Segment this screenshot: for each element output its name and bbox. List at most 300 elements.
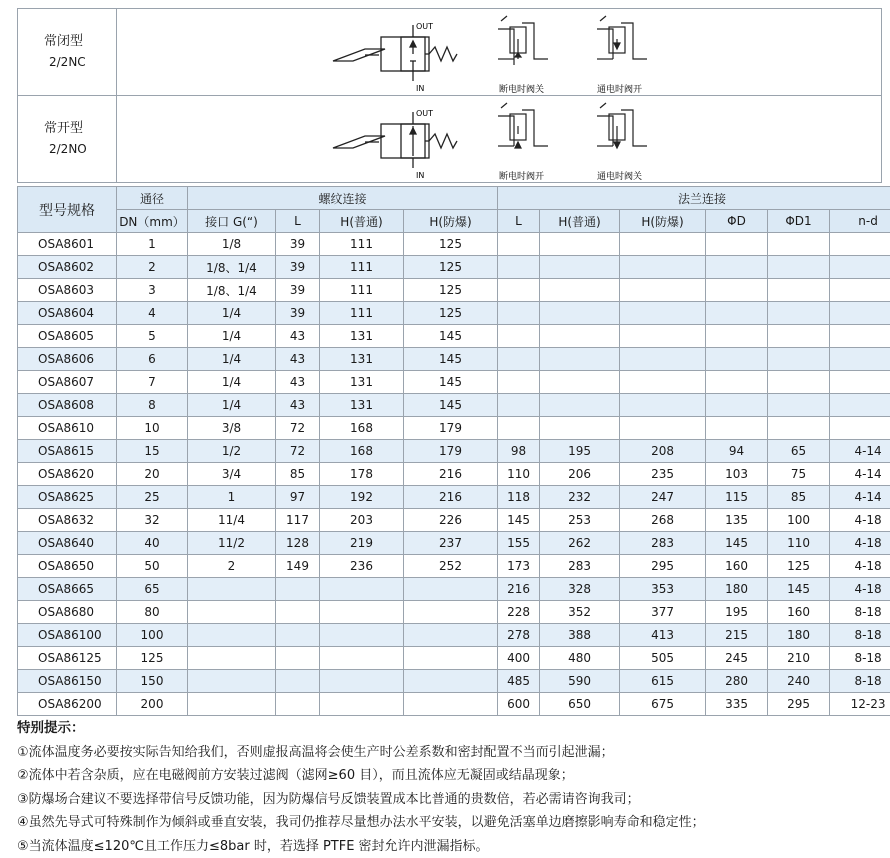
cell-flange-h-std	[540, 256, 620, 279]
cell-dn: 6	[117, 348, 188, 371]
valve-type-table	[17, 8, 882, 183]
cell-flange-l: 98	[498, 440, 540, 463]
cell-n-d: 8-18	[830, 647, 890, 670]
cell-h-std: 111	[320, 279, 404, 302]
cell-port	[188, 693, 276, 716]
cell-h-std	[320, 624, 404, 647]
cell-dn: 125	[117, 647, 188, 670]
cell-phi-d1	[768, 348, 830, 371]
cell-flange-h-ex: 283	[620, 532, 706, 555]
nc-type-code: 2/2NC	[44, 52, 116, 72]
table-row	[18, 440, 890, 463]
nc-out-label: OUT	[416, 22, 433, 31]
cell-phi-d: 135	[706, 509, 768, 532]
cell-n-d	[830, 233, 890, 256]
cell-phi-d: 145	[706, 532, 768, 555]
cell-flange-l: 145	[498, 509, 540, 532]
cell-flange-h-std: 206	[540, 463, 620, 486]
table-row	[18, 463, 890, 486]
nc-label-cell	[18, 9, 117, 96]
cell-h-ex: 125	[404, 279, 498, 302]
cell-l: 43	[276, 348, 320, 371]
cell-flange-h-std	[540, 394, 620, 417]
cell-flange-h-ex: 615	[620, 670, 706, 693]
cell-flange-h-std	[540, 371, 620, 394]
cell-h-ex: 125	[404, 302, 498, 325]
cell-flange-h-std	[540, 417, 620, 440]
cell-h-std: 131	[320, 325, 404, 348]
notes	[17, 717, 705, 858]
table-row	[18, 647, 890, 670]
nc-state-on-label: 通电时阀开	[597, 83, 642, 95]
note-item: ③防爆场合建议不要选择带信号反馈功能，因为防爆信号反馈装置成本比普通的贵数倍，若必需请咨询我司；	[17, 788, 705, 812]
cell-h-ex: 237	[404, 532, 498, 555]
cell-n-d: 12-23	[830, 693, 890, 716]
cell-flange-h-ex: 295	[620, 555, 706, 578]
table-row	[18, 693, 890, 716]
table-row	[18, 279, 890, 302]
cell-l: 39	[276, 256, 320, 279]
cell-flange-l	[498, 325, 540, 348]
cell-h-std: 168	[320, 440, 404, 463]
cell-n-d: 4-14	[830, 486, 890, 509]
cell-l	[276, 670, 320, 693]
cell-l: 72	[276, 440, 320, 463]
cell-flange-l: 216	[498, 578, 540, 601]
cell-dn: 200	[117, 693, 188, 716]
cell-dn: 4	[117, 302, 188, 325]
cell-phi-d1: 125	[768, 555, 830, 578]
cell-n-d	[830, 348, 890, 371]
spec-table-body	[18, 233, 890, 716]
cell-n-d: 4-18	[830, 532, 890, 555]
cell-phi-d1: 240	[768, 670, 830, 693]
cell-l: 39	[276, 279, 320, 302]
table-row	[18, 601, 890, 624]
cell-port: 1/4	[188, 348, 276, 371]
cell-phi-d	[706, 348, 768, 371]
cell-h-std: 131	[320, 394, 404, 417]
cell-flange-h-std: 253	[540, 509, 620, 532]
cell-model: OSA8605	[18, 325, 117, 348]
cell-model: OSA8625	[18, 486, 117, 509]
cell-phi-d: 180	[706, 578, 768, 601]
cell-h-ex: 226	[404, 509, 498, 532]
header-model: 型号规格	[18, 187, 117, 233]
notes-title: 特别提示：	[17, 717, 705, 741]
cell-n-d	[830, 325, 890, 348]
cell-phi-d1	[768, 325, 830, 348]
cell-dn: 10	[117, 417, 188, 440]
cell-dn: 80	[117, 601, 188, 624]
nc-in-label: IN	[416, 84, 424, 93]
cell-h-std: 131	[320, 371, 404, 394]
cell-l: 43	[276, 371, 320, 394]
cell-phi-d1	[768, 233, 830, 256]
table-row	[18, 302, 890, 325]
table-row	[18, 233, 890, 256]
cell-h-ex: 216	[404, 463, 498, 486]
cell-dn: 5	[117, 325, 188, 348]
cell-model: OSA8640	[18, 532, 117, 555]
cell-flange-l	[498, 371, 540, 394]
nc-state-off-figure	[498, 16, 548, 65]
cell-n-d	[830, 371, 890, 394]
cell-phi-d1	[768, 302, 830, 325]
cell-port: 1/4	[188, 302, 276, 325]
cell-phi-d	[706, 302, 768, 325]
cell-phi-d1: 85	[768, 486, 830, 509]
cell-flange-h-std: 328	[540, 578, 620, 601]
header-phi-d1: ΦD1	[768, 210, 830, 233]
table-row	[18, 578, 890, 601]
cell-phi-d1: 295	[768, 693, 830, 716]
note-item: ④虽然先导式可特殊制作为倾斜或垂直安装，我司仍推荐尽量想办法水平安装，以避免活塞单边磨擦影响寿命和稳定性；	[17, 811, 705, 835]
cell-dn: 150	[117, 670, 188, 693]
cell-model: OSA8680	[18, 601, 117, 624]
cell-dn: 65	[117, 578, 188, 601]
cell-port: 1/8、1/4	[188, 279, 276, 302]
nc-diagram-cell	[117, 9, 882, 96]
cell-flange-l	[498, 417, 540, 440]
cell-port: 1/4	[188, 394, 276, 417]
table-row	[18, 486, 890, 509]
cell-phi-d	[706, 417, 768, 440]
cell-h-std: 203	[320, 509, 404, 532]
cell-l: 39	[276, 233, 320, 256]
cell-phi-d: 94	[706, 440, 768, 463]
cell-phi-d	[706, 279, 768, 302]
cell-flange-h-std: 480	[540, 647, 620, 670]
cell-l: 117	[276, 509, 320, 532]
cell-port	[188, 670, 276, 693]
cell-flange-l: 228	[498, 601, 540, 624]
note-item: ⑤当流体温度≤120℃且工作压力≤8bar 时，若选择 PTFE 密封允许内泄漏指标。	[17, 835, 705, 858]
note-item: ②流体中若含杂质，应在电磁阀前方安装过滤阀（滤网≥60 目），而且流体应无凝固或结晶现象；	[17, 764, 705, 788]
cell-port: 1/4	[188, 371, 276, 394]
cell-model: OSA8620	[18, 463, 117, 486]
cell-h-std: 236	[320, 555, 404, 578]
table-row	[18, 532, 890, 555]
nc-diagram	[117, 9, 882, 95]
cell-phi-d	[706, 256, 768, 279]
table-row	[18, 394, 890, 417]
cell-h-ex	[404, 601, 498, 624]
cell-flange-l	[498, 348, 540, 371]
cell-phi-d	[706, 325, 768, 348]
cell-flange-h-std	[540, 302, 620, 325]
table-row	[18, 325, 890, 348]
cell-port: 2	[188, 555, 276, 578]
cell-phi-d: 195	[706, 601, 768, 624]
header-bore-unit: DN（mm）	[117, 210, 188, 233]
cell-model: OSA86125	[18, 647, 117, 670]
no-row	[18, 96, 882, 183]
cell-flange-h-std: 232	[540, 486, 620, 509]
cell-phi-d1: 75	[768, 463, 830, 486]
cell-h-std	[320, 601, 404, 624]
cell-flange-h-ex	[620, 302, 706, 325]
cell-port: 1/4	[188, 325, 276, 348]
cell-h-ex: 179	[404, 417, 498, 440]
cell-phi-d1: 100	[768, 509, 830, 532]
cell-dn: 2	[117, 256, 188, 279]
cell-dn: 3	[117, 279, 188, 302]
cell-h-ex: 125	[404, 233, 498, 256]
cell-h-std: 111	[320, 302, 404, 325]
cell-flange-l: 278	[498, 624, 540, 647]
table-row	[18, 624, 890, 647]
cell-port	[188, 578, 276, 601]
cell-model: OSA8665	[18, 578, 117, 601]
no-diagram	[117, 96, 882, 182]
no-out-label: OUT	[416, 109, 433, 118]
cell-h-ex: 145	[404, 325, 498, 348]
no-state-on-label: 通电时阀关	[597, 170, 642, 182]
cell-flange-h-ex: 413	[620, 624, 706, 647]
no-state-on-figure	[597, 103, 647, 148]
cell-flange-l	[498, 279, 540, 302]
cell-phi-d1	[768, 394, 830, 417]
cell-flange-h-ex: 377	[620, 601, 706, 624]
cell-flange-l	[498, 256, 540, 279]
cell-phi-d: 103	[706, 463, 768, 486]
cell-h-std: 178	[320, 463, 404, 486]
cell-phi-d	[706, 371, 768, 394]
nc-state-on-figure	[597, 16, 647, 59]
cell-flange-h-std: 195	[540, 440, 620, 463]
cell-flange-h-ex	[620, 325, 706, 348]
table-row	[18, 555, 890, 578]
cell-l	[276, 693, 320, 716]
cell-phi-d: 280	[706, 670, 768, 693]
cell-h-std	[320, 693, 404, 716]
header-flange-h-std: H(普通)	[540, 210, 620, 233]
header-flange-l: L	[498, 210, 540, 233]
cell-h-ex	[404, 624, 498, 647]
cell-flange-h-ex: 235	[620, 463, 706, 486]
cell-n-d: 4-18	[830, 578, 890, 601]
cell-flange-h-ex	[620, 348, 706, 371]
cell-model: OSA8604	[18, 302, 117, 325]
cell-l	[276, 578, 320, 601]
cell-dn: 25	[117, 486, 188, 509]
cell-port	[188, 647, 276, 670]
cell-phi-d1: 160	[768, 601, 830, 624]
cell-flange-l: 400	[498, 647, 540, 670]
cell-port	[188, 624, 276, 647]
cell-n-d	[830, 279, 890, 302]
cell-phi-d1: 110	[768, 532, 830, 555]
cell-phi-d1: 145	[768, 578, 830, 601]
cell-flange-h-ex: 208	[620, 440, 706, 463]
table-row	[18, 371, 890, 394]
cell-n-d: 8-18	[830, 601, 890, 624]
cell-model: OSA8607	[18, 371, 117, 394]
cell-model: OSA8615	[18, 440, 117, 463]
cell-h-std: 131	[320, 348, 404, 371]
header-phi-d: ΦD	[706, 210, 768, 233]
cell-h-ex	[404, 647, 498, 670]
cell-n-d	[830, 256, 890, 279]
cell-flange-h-std	[540, 348, 620, 371]
cell-phi-d1	[768, 371, 830, 394]
cell-model: OSA8602	[18, 256, 117, 279]
header-h-std: H(普通)	[320, 210, 404, 233]
cell-phi-d1: 65	[768, 440, 830, 463]
cell-model: OSA8601	[18, 233, 117, 256]
spec-table-header	[18, 187, 890, 233]
cell-flange-h-std	[540, 233, 620, 256]
cell-h-ex	[404, 578, 498, 601]
cell-phi-d	[706, 394, 768, 417]
cell-flange-l	[498, 302, 540, 325]
cell-phi-d1	[768, 256, 830, 279]
cell-port: 11/4	[188, 509, 276, 532]
header-port: 接口 G(“)	[188, 210, 276, 233]
cell-flange-h-ex	[620, 256, 706, 279]
cell-dn: 8	[117, 394, 188, 417]
cell-port: 1	[188, 486, 276, 509]
cell-flange-h-ex: 247	[620, 486, 706, 509]
cell-h-ex: 145	[404, 371, 498, 394]
no-diagram-cell	[117, 96, 882, 183]
nc-state-off-label: 断电时阀关	[499, 83, 544, 95]
cell-model: OSA86100	[18, 624, 117, 647]
header-flange-h-ex: H(防爆)	[620, 210, 706, 233]
cell-l	[276, 647, 320, 670]
cell-flange-h-ex	[620, 394, 706, 417]
cell-n-d: 8-18	[830, 670, 890, 693]
cell-dn: 100	[117, 624, 188, 647]
cell-h-ex: 145	[404, 394, 498, 417]
cell-l: 43	[276, 325, 320, 348]
cell-l: 43	[276, 394, 320, 417]
no-label-cell	[18, 96, 117, 183]
cell-flange-h-ex: 675	[620, 693, 706, 716]
header-thread: 螺纹连接	[188, 187, 498, 210]
cell-dn: 7	[117, 371, 188, 394]
cell-h-std	[320, 670, 404, 693]
header-h-ex: H(防爆)	[404, 210, 498, 233]
cell-flange-l: 600	[498, 693, 540, 716]
cell-n-d: 4-18	[830, 509, 890, 532]
cell-phi-d: 160	[706, 555, 768, 578]
table-row	[18, 256, 890, 279]
cell-flange-l: 118	[498, 486, 540, 509]
cell-flange-h-std: 262	[540, 532, 620, 555]
cell-port: 1/8	[188, 233, 276, 256]
spec-table	[17, 186, 890, 716]
table-row	[18, 670, 890, 693]
cell-l: 72	[276, 417, 320, 440]
cell-phi-d	[706, 233, 768, 256]
cell-h-ex: 145	[404, 348, 498, 371]
cell-flange-h-std: 590	[540, 670, 620, 693]
no-state-off-figure	[498, 103, 548, 148]
cell-l: 39	[276, 302, 320, 325]
table-row	[18, 417, 890, 440]
cell-flange-h-ex	[620, 371, 706, 394]
no-type-code: 2/2NO	[44, 139, 116, 159]
cell-phi-d: 335	[706, 693, 768, 716]
cell-h-ex: 179	[404, 440, 498, 463]
cell-n-d	[830, 417, 890, 440]
cell-l: 97	[276, 486, 320, 509]
cell-n-d: 4-18	[830, 555, 890, 578]
cell-phi-d1	[768, 417, 830, 440]
nc-solenoid-symbol	[333, 25, 457, 81]
cell-h-std	[320, 647, 404, 670]
cell-l: 85	[276, 463, 320, 486]
cell-phi-d1: 210	[768, 647, 830, 670]
cell-model: OSA86200	[18, 693, 117, 716]
cell-model: OSA8632	[18, 509, 117, 532]
cell-dn: 32	[117, 509, 188, 532]
cell-h-std: 168	[320, 417, 404, 440]
cell-dn: 50	[117, 555, 188, 578]
cell-flange-h-ex	[620, 233, 706, 256]
cell-model: OSA86150	[18, 670, 117, 693]
cell-port: 1/8、1/4	[188, 256, 276, 279]
cell-flange-l: 485	[498, 670, 540, 693]
cell-model: OSA8603	[18, 279, 117, 302]
cell-flange-h-std	[540, 325, 620, 348]
cell-h-ex: 125	[404, 256, 498, 279]
cell-flange-h-ex: 505	[620, 647, 706, 670]
cell-flange-h-ex: 353	[620, 578, 706, 601]
cell-flange-l: 155	[498, 532, 540, 555]
no-solenoid-symbol	[333, 112, 457, 168]
cell-flange-h-ex	[620, 279, 706, 302]
cell-n-d	[830, 394, 890, 417]
cell-model: OSA8650	[18, 555, 117, 578]
cell-phi-d1: 180	[768, 624, 830, 647]
table-row	[18, 348, 890, 371]
cell-flange-h-ex	[620, 417, 706, 440]
cell-h-ex	[404, 670, 498, 693]
cell-n-d: 8-18	[830, 624, 890, 647]
cell-phi-d: 215	[706, 624, 768, 647]
header-flange: 法兰连接	[498, 187, 890, 210]
cell-port: 3/8	[188, 417, 276, 440]
cell-flange-l	[498, 394, 540, 417]
cell-h-ex: 252	[404, 555, 498, 578]
cell-h-std: 192	[320, 486, 404, 509]
cell-phi-d: 115	[706, 486, 768, 509]
cell-n-d	[830, 302, 890, 325]
cell-port: 1/2	[188, 440, 276, 463]
cell-port: 11/2	[188, 532, 276, 555]
cell-h-ex: 216	[404, 486, 498, 509]
cell-port	[188, 601, 276, 624]
note-item: ①流体温度务必要按实际告知给我们，否则虚报高温将会使生产时公差系数和密封配置不当而引起泄漏；	[17, 741, 705, 765]
cell-model: OSA8608	[18, 394, 117, 417]
cell-h-std: 111	[320, 256, 404, 279]
header-l: L	[276, 210, 320, 233]
cell-l: 128	[276, 532, 320, 555]
cell-dn: 15	[117, 440, 188, 463]
cell-phi-d: 245	[706, 647, 768, 670]
cell-h-std: 111	[320, 233, 404, 256]
table-row	[18, 509, 890, 532]
header-n-d: n-d	[830, 210, 890, 233]
cell-flange-h-std: 352	[540, 601, 620, 624]
cell-l: 149	[276, 555, 320, 578]
cell-flange-h-std: 388	[540, 624, 620, 647]
cell-flange-h-std: 650	[540, 693, 620, 716]
cell-phi-d1	[768, 279, 830, 302]
